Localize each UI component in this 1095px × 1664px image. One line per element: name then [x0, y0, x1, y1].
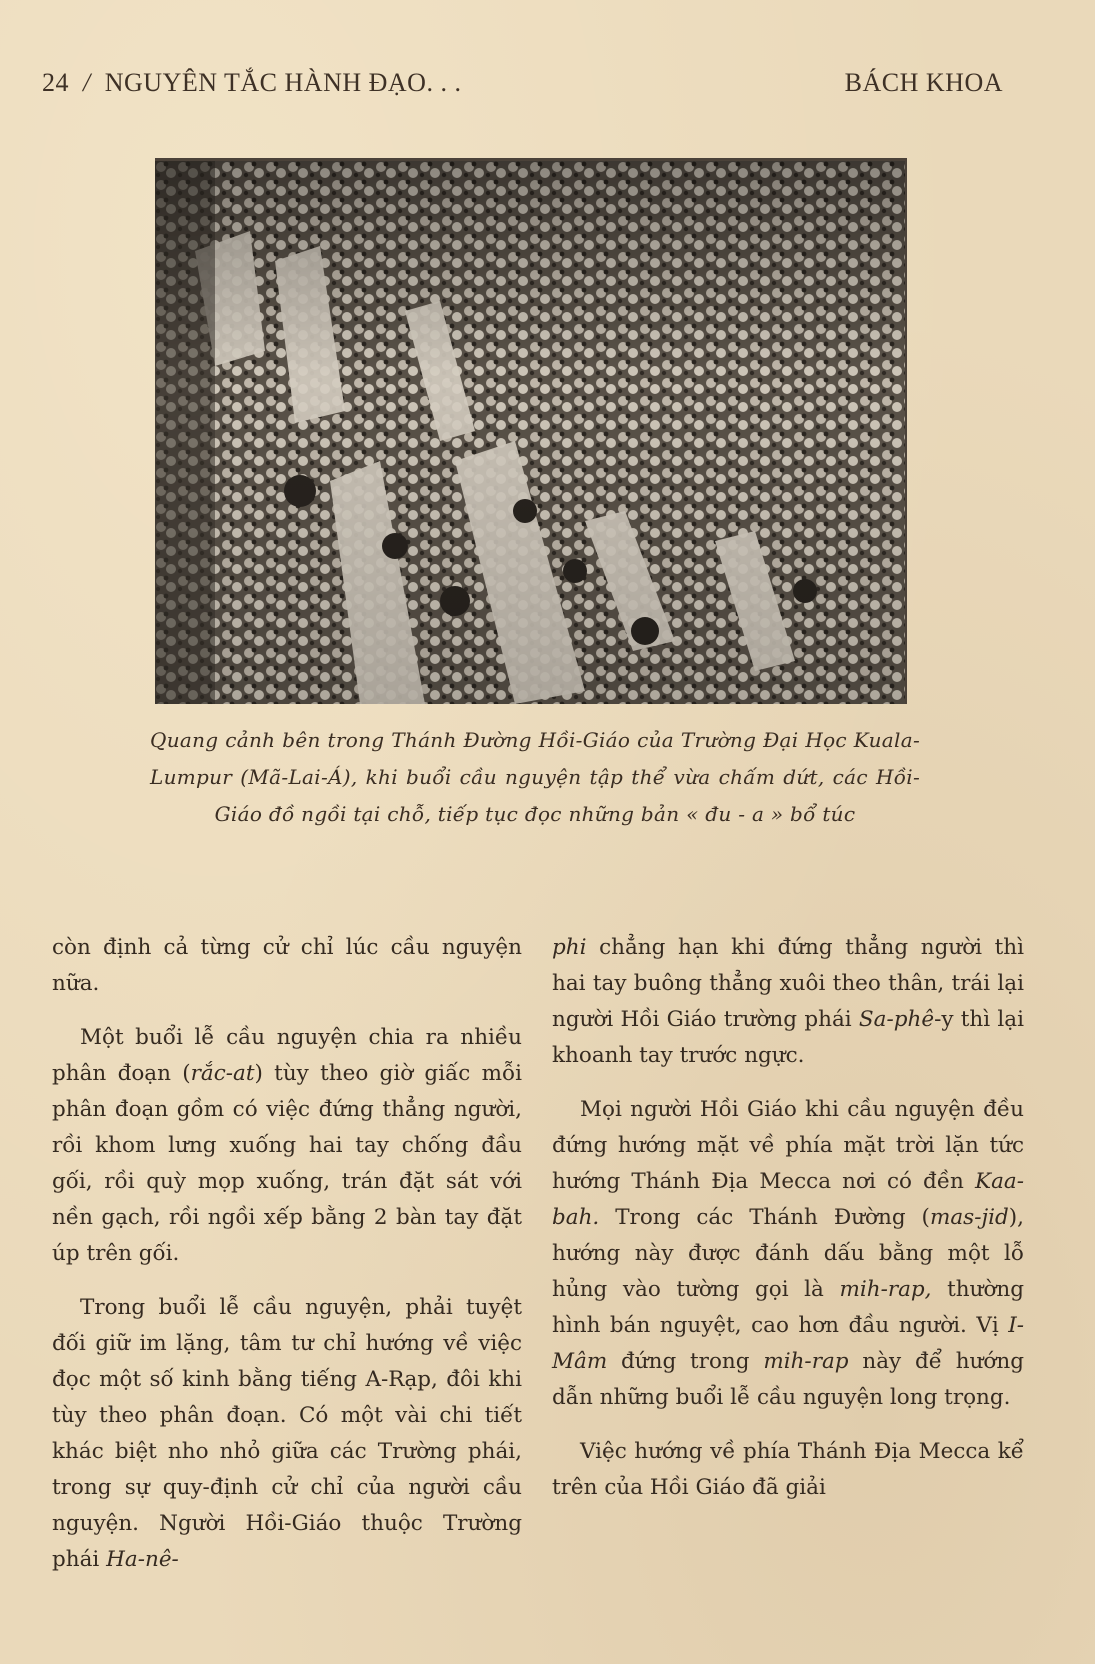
paragraph: Việc hướng về phía Thánh Địa Mecca kể trên của Hồi Giáo đã giải — [552, 1439, 1024, 1500]
running-head-left — [42, 68, 461, 98]
paragraph: còn định cả từng cử chỉ lúc cầu nguyện nữa. — [52, 935, 522, 996]
text-run: ), hướng này được đánh dấu bằng một lỗ hủng vào tường gọi là — [552, 1205, 1024, 1302]
left-text-column — [52, 930, 522, 1578]
italic-term: Kaa-bah. — [552, 1169, 1024, 1230]
text-run: -y thì lại khoanh tay trước ngực. — [552, 1007, 1024, 1068]
publication-name: BÁCH KHOA — [844, 68, 1003, 97]
paragraph — [552, 930, 1024, 1074]
italic-term: Sa-phê — [858, 1007, 935, 1032]
italic-term: rắc-at — [190, 1061, 255, 1086]
right-text-column — [552, 930, 1024, 1506]
text-run: Trong các Thánh Đường ( — [599, 1205, 930, 1230]
text-run: Trong buổi lễ cầu nguyện, phải tuyệt đối giữ im lặng, tâm tư chỉ hướng về việc đọc một số kinh bằng tiếng A-Rạp, đôi khi tùy theo phân đoạn. Có một vài chi tiết khác biệt nho nhỏ giữa các Trường phái, trong sự quy-định cử chỉ của người cầu nguyện. Người Hồi-Giáo thuộc Trường phái — [52, 1295, 522, 1572]
header-separator: / — [83, 68, 91, 97]
section-title: NGUYÊN TẮC HÀNH ĐẠO. . . — [104, 68, 462, 97]
paragraph — [52, 1290, 522, 1578]
text-run: thường hình bán nguyệt, cao hơn đầu người. Vị — [552, 1277, 1025, 1338]
page-header — [42, 68, 1003, 108]
text-run: Mọi người Hồi Giáo khi cầu nguyện đều đứng hướng mặt về phía mặt trời lặn tức hướng Thánh Địa Mecca nơi có đền — [552, 1097, 1024, 1194]
italic-term: phi — [552, 935, 587, 960]
photo-caption: Quang cảnh bên trong Thánh Đường Hồi-Giáo của Trường Đại Học Kuala-Lumpur (Mã-Lai-Á), khi buổi cầu nguyện tập thể vừa chấm dứt, các Hồi-Giáo đồ ngồi tại chỗ, tiếp tục đọc những bản « đu - a » bổ túc — [150, 728, 920, 826]
italic-term: mih-rap, — [839, 1277, 932, 1302]
italic-term: I-Mâm — [552, 1313, 1024, 1374]
text-run: chẳng hạn khi đứng thẳng người thì hai tay buông thẳng xuôi theo thân, trái lại người Hồi Giáo trường phái — [552, 935, 1024, 1032]
italic-term: mas-jid — [929, 1205, 1009, 1230]
text-run: ) tùy theo giờ giấc mỗi phân đoạn gồm có việc đứng thẳng người, rồi khom lưng xuống hai tay chống đầu gối, rồi quỳ mọp xuống, trán đặt sát với nền gạch, rồi ngồi xếp bằng 2 bàn tay đặt úp trên gối. — [52, 1061, 522, 1266]
page-number: 24 — [42, 68, 69, 97]
text-run: đứng trong — [607, 1349, 764, 1374]
text-run: Một buổi lễ cầu nguyện chia ra nhiều phân đoạn ( — [52, 1025, 522, 1086]
paragraph — [52, 1020, 522, 1272]
photo-image — [155, 161, 905, 704]
mosque-prayer-photo — [155, 158, 907, 704]
paragraph — [552, 1092, 1024, 1416]
italic-term: Ha-nê- — [106, 1547, 179, 1572]
text-run: này để hướng dẫn những buổi lễ cầu nguyện long trọng. — [552, 1349, 1024, 1410]
italic-term: mih-rap — [763, 1349, 849, 1374]
